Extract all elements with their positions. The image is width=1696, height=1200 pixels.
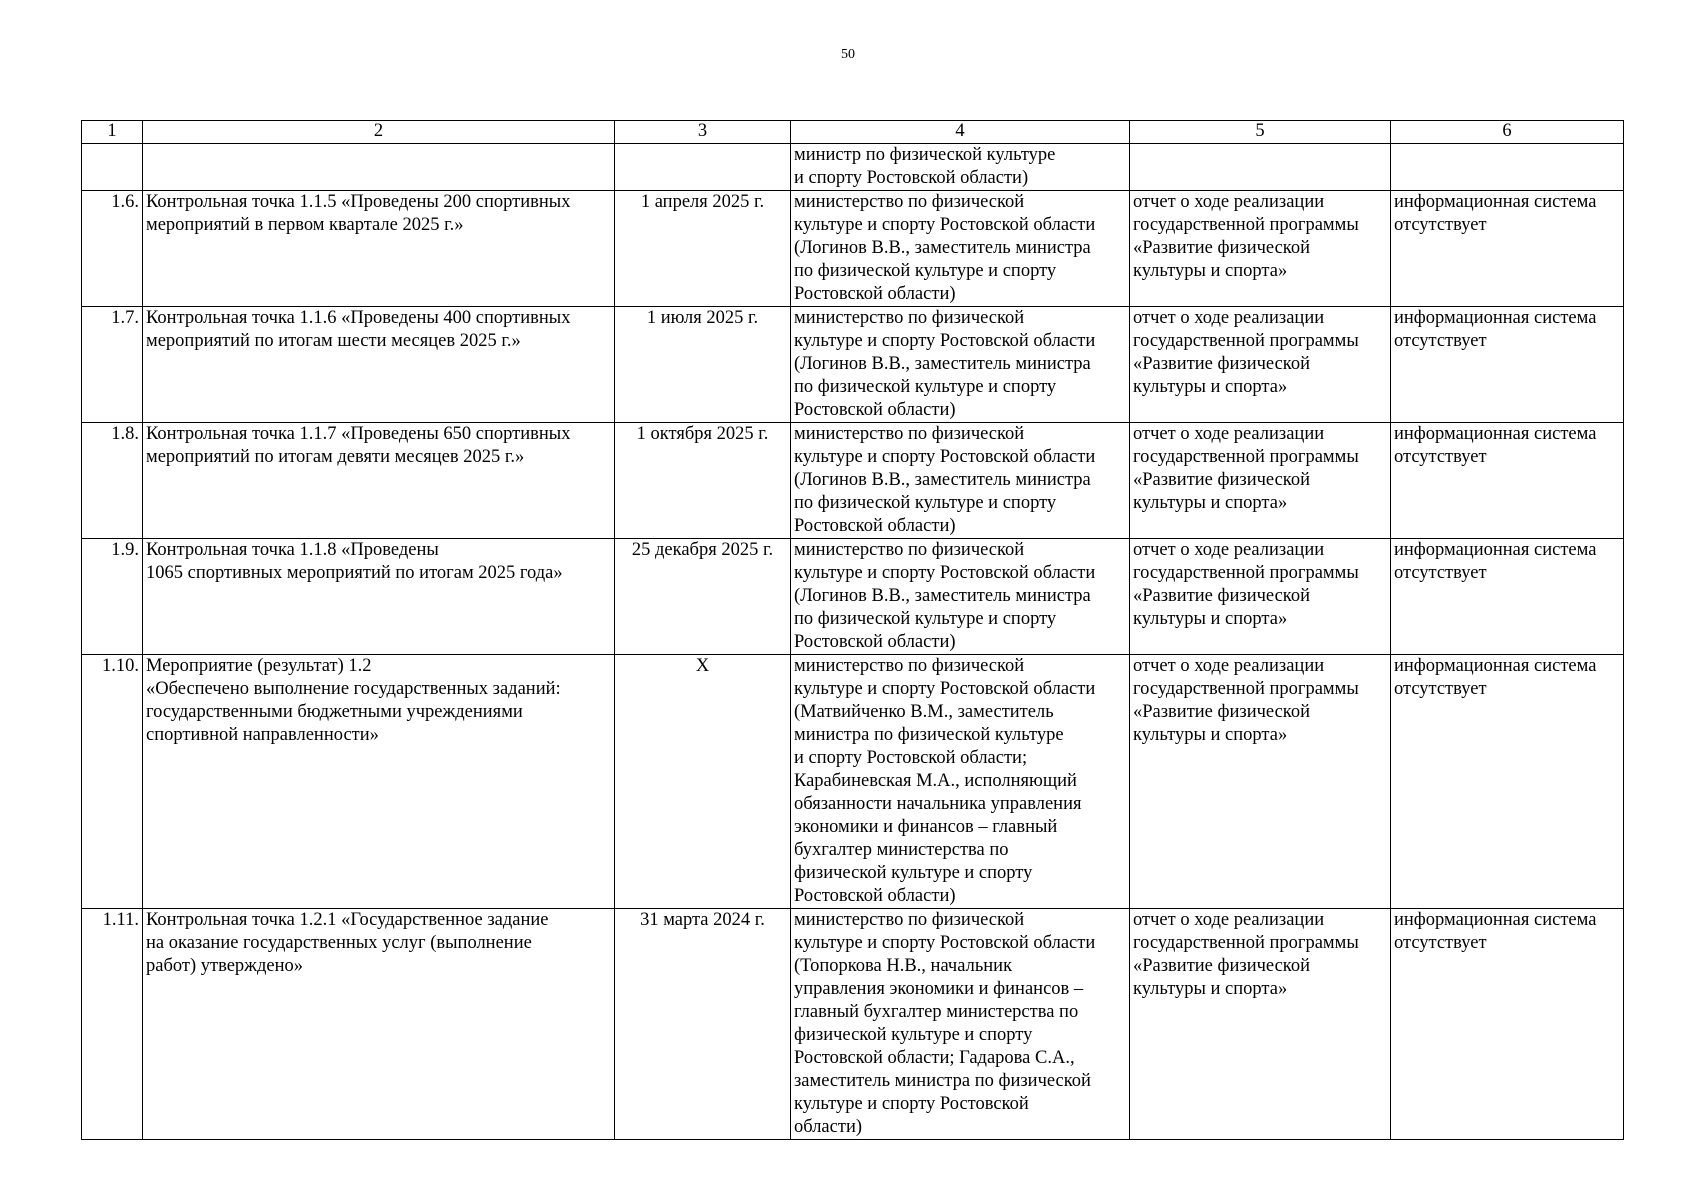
- item-document-cell: [1130, 144, 1391, 191]
- item-name-line: Контрольная точка 1.2.1 «Государственное задание: [146, 910, 549, 930]
- item-responsible-line: Ростовской области): [794, 886, 956, 906]
- item-responsible-cell: [791, 191, 1130, 307]
- item-responsible-line: культуре и спорту Ростовской области: [794, 563, 1096, 583]
- plan-table: [81, 120, 1624, 1140]
- item-info-system-cell: [1391, 307, 1624, 423]
- page-number: 50: [841, 47, 855, 62]
- item-info-system-line: отсутствует: [1394, 563, 1487, 583]
- item-responsible-line: Ростовской области): [794, 632, 956, 652]
- item-name-line: государственными бюджетными учреждениями: [146, 702, 523, 722]
- item-responsible-line: области): [794, 1117, 863, 1137]
- item-responsible-line: Ростовской области): [794, 516, 956, 536]
- item-number-cell: 1.11.: [82, 909, 143, 1140]
- item-info-system-line: отсутствует: [1394, 215, 1487, 235]
- item-document-line: отчет о ходе реализации: [1133, 910, 1325, 930]
- item-number-cell: 1.6.: [82, 191, 143, 307]
- item-responsible-line: по физической культуре и спорту: [794, 493, 1057, 513]
- item-name-line: мероприятий по итогам шести месяцев 2025 г.»: [146, 331, 521, 351]
- table-row: [82, 909, 1624, 1140]
- item-responsible-line: (Логинов В.В., заместитель министра: [794, 354, 1091, 374]
- item-info-system-cell: [1391, 144, 1624, 191]
- item-document-line: государственной программы: [1133, 215, 1359, 235]
- item-name-cell: [143, 655, 615, 909]
- header-col-5: 5: [1130, 121, 1391, 144]
- item-name-line: Контрольная точка 1.1.5 «Проведены 200 спортивных: [146, 192, 571, 212]
- item-document-cell: [1130, 909, 1391, 1140]
- item-responsible-line: по физической культуре и спорту: [794, 377, 1057, 397]
- item-responsible-line: культуре и спорту Ростовской области: [794, 215, 1096, 235]
- item-number-cell: 1.9.: [82, 539, 143, 655]
- item-responsible-line: Ростовской области): [794, 284, 956, 304]
- item-name-line: на оказание государственных услуг (выполнение: [146, 933, 532, 953]
- item-document-line: отчет о ходе реализации: [1133, 308, 1325, 328]
- item-info-system-line: отсутствует: [1394, 331, 1487, 351]
- item-responsible-line: (Топоркова Н.В., начальник: [794, 956, 1013, 976]
- table-row: [82, 307, 1624, 423]
- item-responsible-cell: [791, 655, 1130, 909]
- item-responsible-line: Карабиневская М.А., исполняющий: [794, 771, 1077, 791]
- item-info-system-cell: [1391, 423, 1624, 539]
- item-responsible-cell: [791, 307, 1130, 423]
- item-document-cell: [1130, 307, 1391, 423]
- item-info-system-cell: [1391, 655, 1624, 909]
- item-name-line: Контрольная точка 1.1.7 «Проведены 650 спортивных: [146, 424, 571, 444]
- item-responsible-line: физической культуре и спорту: [794, 863, 1033, 883]
- item-number-cell: 1.8.: [82, 423, 143, 539]
- item-responsible-cell: [791, 144, 1130, 191]
- item-document-line: государственной программы: [1133, 447, 1359, 467]
- item-deadline-cell: 25 декабря 2025 г.: [615, 539, 791, 655]
- item-name-cell: [143, 909, 615, 1140]
- item-document-line: отчет о ходе реализации: [1133, 656, 1325, 676]
- item-document-line: отчет о ходе реализации: [1133, 540, 1325, 560]
- item-responsible-line: бухгалтер министерства по: [794, 840, 1009, 860]
- item-responsible-line: (Матвийченко В.М., заместитель: [794, 702, 1054, 722]
- table-row: [82, 144, 1624, 191]
- item-document-line: государственной программы: [1133, 563, 1359, 583]
- item-number-cell: 1.10.: [82, 655, 143, 909]
- item-responsible-line: министерство по физической: [794, 424, 1025, 444]
- item-document-line: государственной программы: [1133, 933, 1359, 953]
- item-document-line: культуры и спорта»: [1133, 493, 1288, 513]
- item-info-system-line: отсутствует: [1394, 933, 1487, 953]
- header-col-2: 2: [143, 121, 615, 144]
- item-responsible-line: физической культуре и спорту: [794, 1025, 1033, 1045]
- table-row: [82, 539, 1624, 655]
- item-responsible-cell: [791, 539, 1130, 655]
- item-responsible-line: министерство по физической: [794, 910, 1025, 930]
- item-responsible-line: и спорту Ростовской области;: [794, 748, 1028, 768]
- item-responsible-line: экономики и финансов – главный: [794, 817, 1058, 837]
- item-name-line: 1065 спортивных мероприятий по итогам 2025 года»: [146, 563, 563, 583]
- item-name-line: Мероприятие (результат) 1.2: [146, 656, 372, 676]
- item-responsible-cell: [791, 909, 1130, 1140]
- item-name-line: мероприятий по итогам девяти месяцев 2025 г.»: [146, 447, 525, 467]
- item-responsible-line: обязанности начальника управления: [794, 794, 1082, 814]
- item-deadline-cell: 1 октября 2025 г.: [615, 423, 791, 539]
- item-document-line: «Развитие физической: [1133, 956, 1310, 976]
- item-number-cell: [82, 144, 143, 191]
- item-responsible-line: (Логинов В.В., заместитель министра: [794, 586, 1091, 606]
- item-document-cell: [1130, 655, 1391, 909]
- item-responsible-line: управления экономики и финансов –: [794, 979, 1084, 999]
- item-responsible-line: Ростовской области): [794, 400, 956, 420]
- item-name-cell: [143, 539, 615, 655]
- item-document-line: «Развитие физической: [1133, 470, 1310, 490]
- item-responsible-line: культуре и спорту Ростовской области: [794, 331, 1096, 351]
- item-responsible-line: (Логинов В.В., заместитель министра: [794, 470, 1091, 490]
- item-info-system-cell: [1391, 539, 1624, 655]
- item-name-line: Контрольная точка 1.1.6 «Проведены 400 спортивных: [146, 308, 571, 328]
- table-row: [82, 655, 1624, 909]
- header-col-6: 6: [1391, 121, 1624, 144]
- item-name-line: спортивной направленности»: [146, 725, 379, 745]
- header-col-1: 1: [82, 121, 143, 144]
- item-responsible-line: по физической культуре и спорту: [794, 261, 1057, 281]
- item-deadline-cell: 1 июля 2025 г.: [615, 307, 791, 423]
- item-info-system-line: отсутствует: [1394, 447, 1487, 467]
- item-responsible-line: главный бухгалтер министерства по: [794, 1002, 1079, 1022]
- item-responsible-line: Ростовской области; Гадарова С.А.,: [794, 1048, 1075, 1068]
- item-responsible-line: министра по физической культуре: [794, 725, 1064, 745]
- table-row: [82, 191, 1624, 307]
- item-deadline-cell: [615, 144, 791, 191]
- item-responsible-line: министерство по физической: [794, 540, 1025, 560]
- item-responsible-line: и спорту Ростовской области): [794, 168, 1029, 188]
- item-name-cell: [143, 423, 615, 539]
- item-deadline-cell: 1 апреля 2025 г.: [615, 191, 791, 307]
- item-name-cell: [143, 307, 615, 423]
- header-col-4: 4: [791, 121, 1130, 144]
- item-deadline-cell: 31 марта 2024 г.: [615, 909, 791, 1140]
- item-info-system-line: информационная система: [1394, 910, 1597, 930]
- item-document-line: государственной программы: [1133, 331, 1359, 351]
- item-document-line: культуры и спорта»: [1133, 725, 1288, 745]
- item-document-line: культуры и спорта»: [1133, 979, 1288, 999]
- item-info-system-line: информационная система: [1394, 656, 1597, 676]
- item-document-cell: [1130, 539, 1391, 655]
- item-info-system-cell: [1391, 191, 1624, 307]
- item-name-line: «Обеспечено выполнение государственных заданий:: [146, 679, 561, 699]
- item-document-cell: [1130, 423, 1391, 539]
- item-document-line: культуры и спорта»: [1133, 377, 1288, 397]
- item-responsible-line: культуре и спорту Ростовской: [794, 1094, 1029, 1114]
- item-document-line: культуры и спорта»: [1133, 609, 1288, 629]
- item-responsible-line: культуре и спорту Ростовской области: [794, 447, 1096, 467]
- item-document-line: отчет о ходе реализации: [1133, 192, 1325, 212]
- item-responsible-line: министр по физической культуре: [794, 145, 1056, 165]
- item-info-system-line: отсутствует: [1394, 679, 1487, 699]
- item-responsible-cell: [791, 423, 1130, 539]
- item-responsible-line: заместитель министра по физической: [794, 1071, 1091, 1091]
- item-responsible-line: министерство по физической: [794, 192, 1025, 212]
- item-name-cell: [143, 191, 615, 307]
- item-document-line: отчет о ходе реализации: [1133, 424, 1325, 444]
- item-responsible-line: по физической культуре и спорту: [794, 609, 1057, 629]
- item-name-line: мероприятий в первом квартале 2025 г.»: [146, 215, 464, 235]
- item-name-line: Контрольная точка 1.1.8 «Проведены: [146, 540, 439, 560]
- table-body: [82, 144, 1624, 1140]
- item-info-system-cell: [1391, 909, 1624, 1140]
- item-deadline-cell: X: [615, 655, 791, 909]
- header-col-3: 3: [615, 121, 791, 144]
- table-row: [82, 423, 1624, 539]
- header-row: [82, 121, 1624, 144]
- item-info-system-line: информационная система: [1394, 192, 1597, 212]
- item-responsible-line: культуре и спорту Ростовской области: [794, 933, 1096, 953]
- item-document-line: «Развитие физической: [1133, 702, 1310, 722]
- item-info-system-line: информационная система: [1394, 424, 1597, 444]
- item-document-line: культуры и спорта»: [1133, 261, 1288, 281]
- item-responsible-line: культуре и спорту Ростовской области: [794, 679, 1096, 699]
- item-name-line: работ) утверждено»: [146, 956, 303, 976]
- item-document-line: «Развитие физической: [1133, 238, 1310, 258]
- item-responsible-line: (Логинов В.В., заместитель министра: [794, 238, 1091, 258]
- item-responsible-line: министерство по физической: [794, 656, 1025, 676]
- item-document-cell: [1130, 191, 1391, 307]
- item-responsible-line: министерство по физической: [794, 308, 1025, 328]
- item-document-line: «Развитие физической: [1133, 586, 1310, 606]
- item-document-line: государственной программы: [1133, 679, 1359, 699]
- item-document-line: «Развитие физической: [1133, 354, 1310, 374]
- item-info-system-line: информационная система: [1394, 540, 1597, 560]
- item-name-cell: [143, 144, 615, 191]
- item-number-cell: 1.7.: [82, 307, 143, 423]
- item-info-system-line: информационная система: [1394, 308, 1597, 328]
